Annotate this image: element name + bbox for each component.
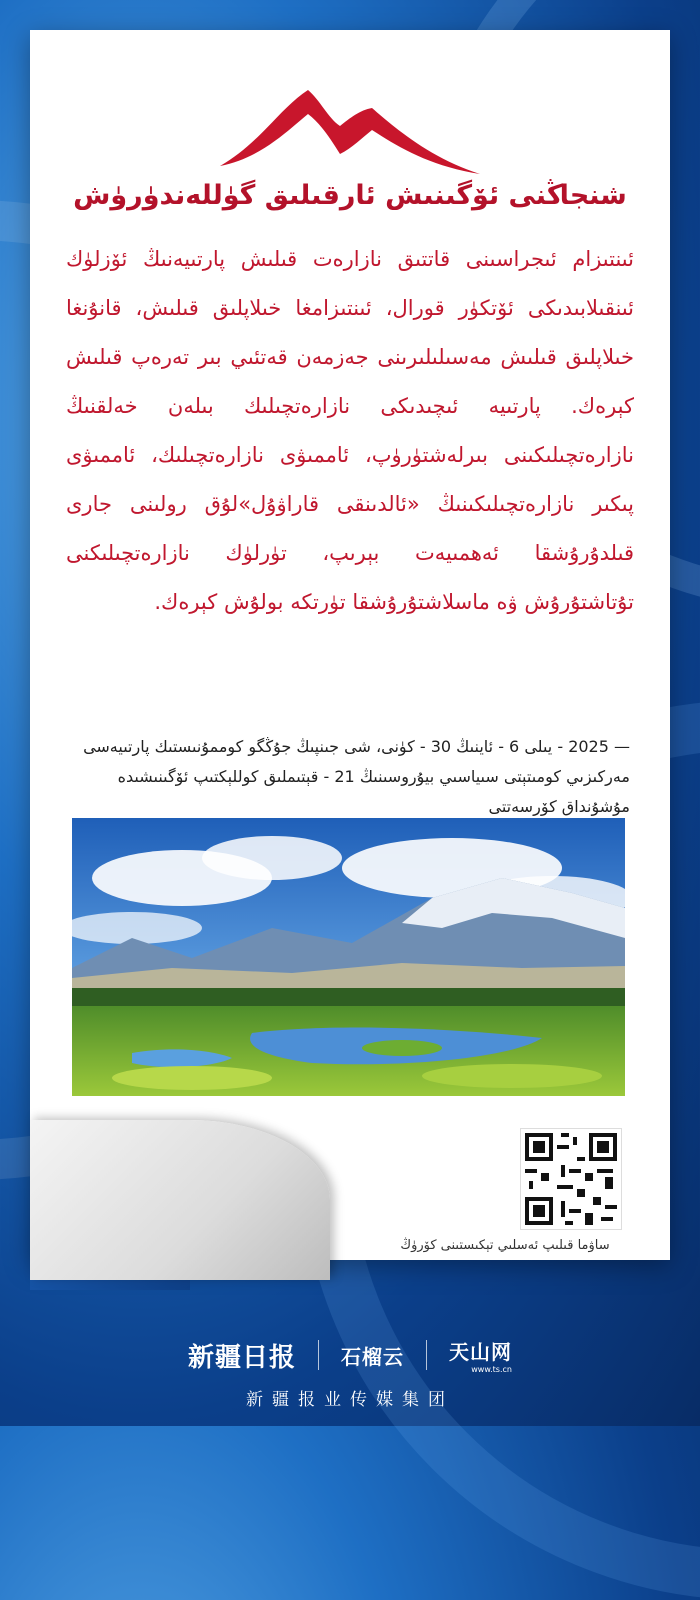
mountain-logo-icon	[220, 88, 480, 178]
quote-text: ئىنتىزام ئىجراسىنى قاتتىق نازارەت قىلىش پارتىيەنىڭ ئۆزلۈك ئىنقىلابىدىكى ئۆتكۈر قورال، ئىنتىزامغا خىلاپلىق قىلىش، قانۇنغا خىلاپلىق قىلىش مەسىلىلىرىنى جەزمەن قەتئىي بىر تەرەپ قىلىش كېرەك. پارتىيە ئىچىدىكى نازارەتچىلىك بىلەن خەلقنىڭ نازارەتچىلىكىنى بىرلەشتۈرۈپ، ئاممىۋى نازارەتچىلىك، ئاممىۋى پىكىر نازارەتچىلىكىنىڭ «ئالدىنقى قاراۋۇل»لۇق رولىنى جارى قىلدۇرۇشقا ئەھمىيەت بېرىپ، تۈرلۈك نازارەتچىلىكنى تۇتاشتۇرۇش ۋە ماسلاشتۇرۇشقا تۈرتكە بولۇش كېرەك.	[66, 247, 634, 614]
page-curl	[30, 1120, 330, 1280]
tianshan-logo-text: 天山网	[449, 1340, 512, 1364]
xinjiang-daily-logo: 新疆日报	[187, 1342, 296, 1373]
landscape-photo	[72, 818, 625, 1096]
qr-code[interactable]	[520, 1128, 622, 1230]
divider	[318, 1340, 319, 1370]
footer-logos	[0, 1330, 700, 1380]
footer-subtitle: 新疆报业传媒集团	[246, 1390, 454, 1410]
divider	[426, 1340, 427, 1370]
quote-source: — 2025 - يىلى 6 - ئاينىڭ 30 - كۈنى، شى جىنپىڭ جۇڭگو كوممۇنىستىك پارتىيەسى مەركىزىي كومىتېتى سىياسىي بيۇروسىنىڭ 21 - قېتىملىق كوللېكتىپ ئۆگىنىشىدە مۇشۇنداق كۆرسەتتى	[83, 737, 630, 816]
tianshan-url: www.ts.cn	[471, 1365, 512, 1374]
page-title: شنجاڭنى ئۆگىنىش ئارقىلىق گۈللەندۈرۈش	[73, 180, 627, 211]
shiliuyun-logo: 石榴云	[341, 1344, 404, 1369]
qr-caption: ساۋما قىلىپ ئەسلىي تېكىستىنى كۆرۈڭ	[400, 1238, 610, 1253]
tianshan-logo	[449, 1336, 512, 1374]
